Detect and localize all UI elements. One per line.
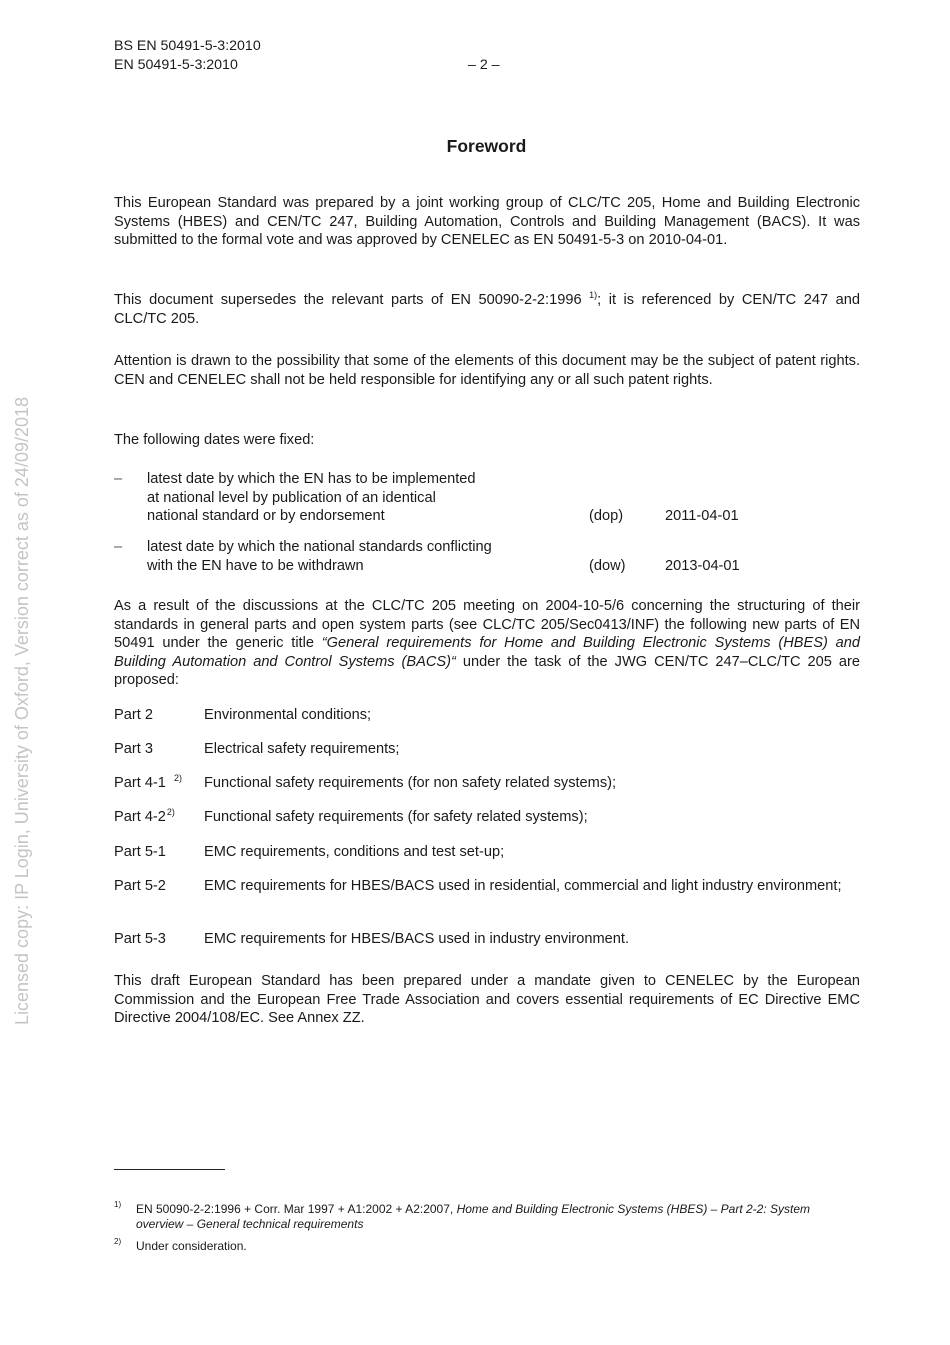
generic-title: “General requirements for Home and Building Electronic Systems (HBES) and Building Automation and Control Systems (BACS)“ <box>114 635 861 670</box>
list-dash: – <box>114 539 123 555</box>
date-item-dow-text <box>147 538 567 575</box>
part-description: EMC requirements for HBES/BACS used in industry environment. <box>204 931 630 947</box>
footnote-mark: 2) <box>114 1237 122 1246</box>
paragraph-supersedes-text: This document supersedes the relevant parts of EN 50090-2-2:1996 <box>114 292 582 308</box>
paragraph-supersedes <box>114 291 860 328</box>
date-item-dop-date: 2011-04-01 <box>665 508 739 524</box>
date-item-dop-line: national standard or by endorsement <box>147 508 385 524</box>
date-item-dow-abbr: (dow) <box>589 558 626 574</box>
footnote-ref-1: 1) <box>589 290 598 300</box>
footnote-2: Under consideration. <box>136 1239 247 1253</box>
paragraph-preparation: This European Standard was prepared by a joint working group of CLC/TC 205, Home and Building Electronic Systems (HBES) and CEN/TC 247, Building Automation, Controls and Building Management (BACS). It was submitted to the formal vote and was approved by CENELEC as EN 50491-5-3 on 2010-04-01. <box>114 195 860 248</box>
date-item-dop-abbr: (dop) <box>589 508 624 524</box>
footnote-ref-2: 2) <box>166 807 175 817</box>
header-standard-id-en: EN 50491-5-3:2010 <box>114 57 238 73</box>
footnote-mark: 1) <box>114 1200 122 1209</box>
paragraph-mandate: This draft European Standard has been prepared under a mandate given to CENELEC by the European Commission and the European Free Trade Association and covers essential requirements of EC Directive EMC Directive 2004/108/EC. See Annex ZZ. <box>114 973 860 1026</box>
page-title: Foreword <box>446 136 527 156</box>
paragraph-dates-intro: The following dates were fixed: <box>114 432 315 448</box>
date-item-dow-line: with the EN have to be withdrawn <box>147 557 364 574</box>
footnote-separator <box>114 1169 225 1170</box>
paragraph-patent-rights: Attention is drawn to the possibility that some of the elements of this document may be the subject of patent rights. CEN and CENELEC shall not be held responsible for identifying any or all such patent rights. <box>114 353 860 388</box>
part-description: EMC requirements for HBES/BACS used in residential, commercial and light industry environment; <box>204 878 842 894</box>
paragraph-structuring <box>114 597 860 690</box>
part-description: Environmental conditions; <box>204 707 372 723</box>
date-item-dop-text <box>147 470 567 526</box>
paragraph-structuring-text: As a result of the discussions at the CLC/TC 205 meeting on 2004-10-5/6 concerning the structuring of their standards in general parts and open system parts (see CLC/TC 205/Sec0413/INF) the following new parts of EN 50491 under the generic title <box>114 598 860 651</box>
paragraph-supersedes-text-end: ; it is referenced by CEN/TC 247 and CLC/TC 205. <box>114 292 860 327</box>
date-item-dow-line: latest date by which the national standards conflicting <box>147 539 492 555</box>
footnote-1-title: Home and Building Electronic Systems (HBES) – Part 2-2: System overview – General technical requirements <box>136 1202 811 1231</box>
part-label: Part 5-3 <box>114 931 166 947</box>
part-description: Functional safety requirements (for safety related systems); <box>204 809 588 825</box>
footnote-1 <box>136 1202 860 1232</box>
part-label <box>114 808 175 827</box>
part-description: Functional safety requirements (for non safety related systems); <box>204 775 617 791</box>
part-label-text: Part 4-2 <box>114 809 166 825</box>
header-standard-id-bs: BS EN 50491-5-3:2010 <box>114 38 261 54</box>
part-label: Part 5-1 <box>114 844 166 860</box>
date-item-dow-date: 2013-04-01 <box>665 558 740 574</box>
part-label: Part 5-2 <box>114 878 166 894</box>
list-dash: – <box>114 471 123 487</box>
footnote-1-text: EN 50090-2-2:1996 + Corr. Mar 1997 + A1:2002 + A2:2007, <box>136 1202 457 1216</box>
license-watermark: Licensed copy: IP Login, University of Oxford, Version correct as of 24/09/2018 <box>12 396 32 1025</box>
part-label: Part 2 <box>114 707 153 723</box>
part-description: EMC requirements, conditions and test set-up; <box>204 844 505 860</box>
part-description: Electrical safety requirements; <box>204 741 400 757</box>
part-label-text: Part 4-1 <box>114 775 166 791</box>
date-item-dop-line: latest date by which the EN has to be implemented <box>147 471 476 487</box>
page-number: – 2 – <box>468 57 500 73</box>
date-item-dop-line: at national level by publication of an identical <box>147 489 436 506</box>
paragraph-structuring-text-end: under the task of the JWG CEN/TC 247–CLC/TC 205 are proposed: <box>114 653 860 688</box>
part-label: Part 3 <box>114 741 153 757</box>
part-label <box>114 774 182 793</box>
footnote-ref-2: 2) <box>173 773 182 783</box>
